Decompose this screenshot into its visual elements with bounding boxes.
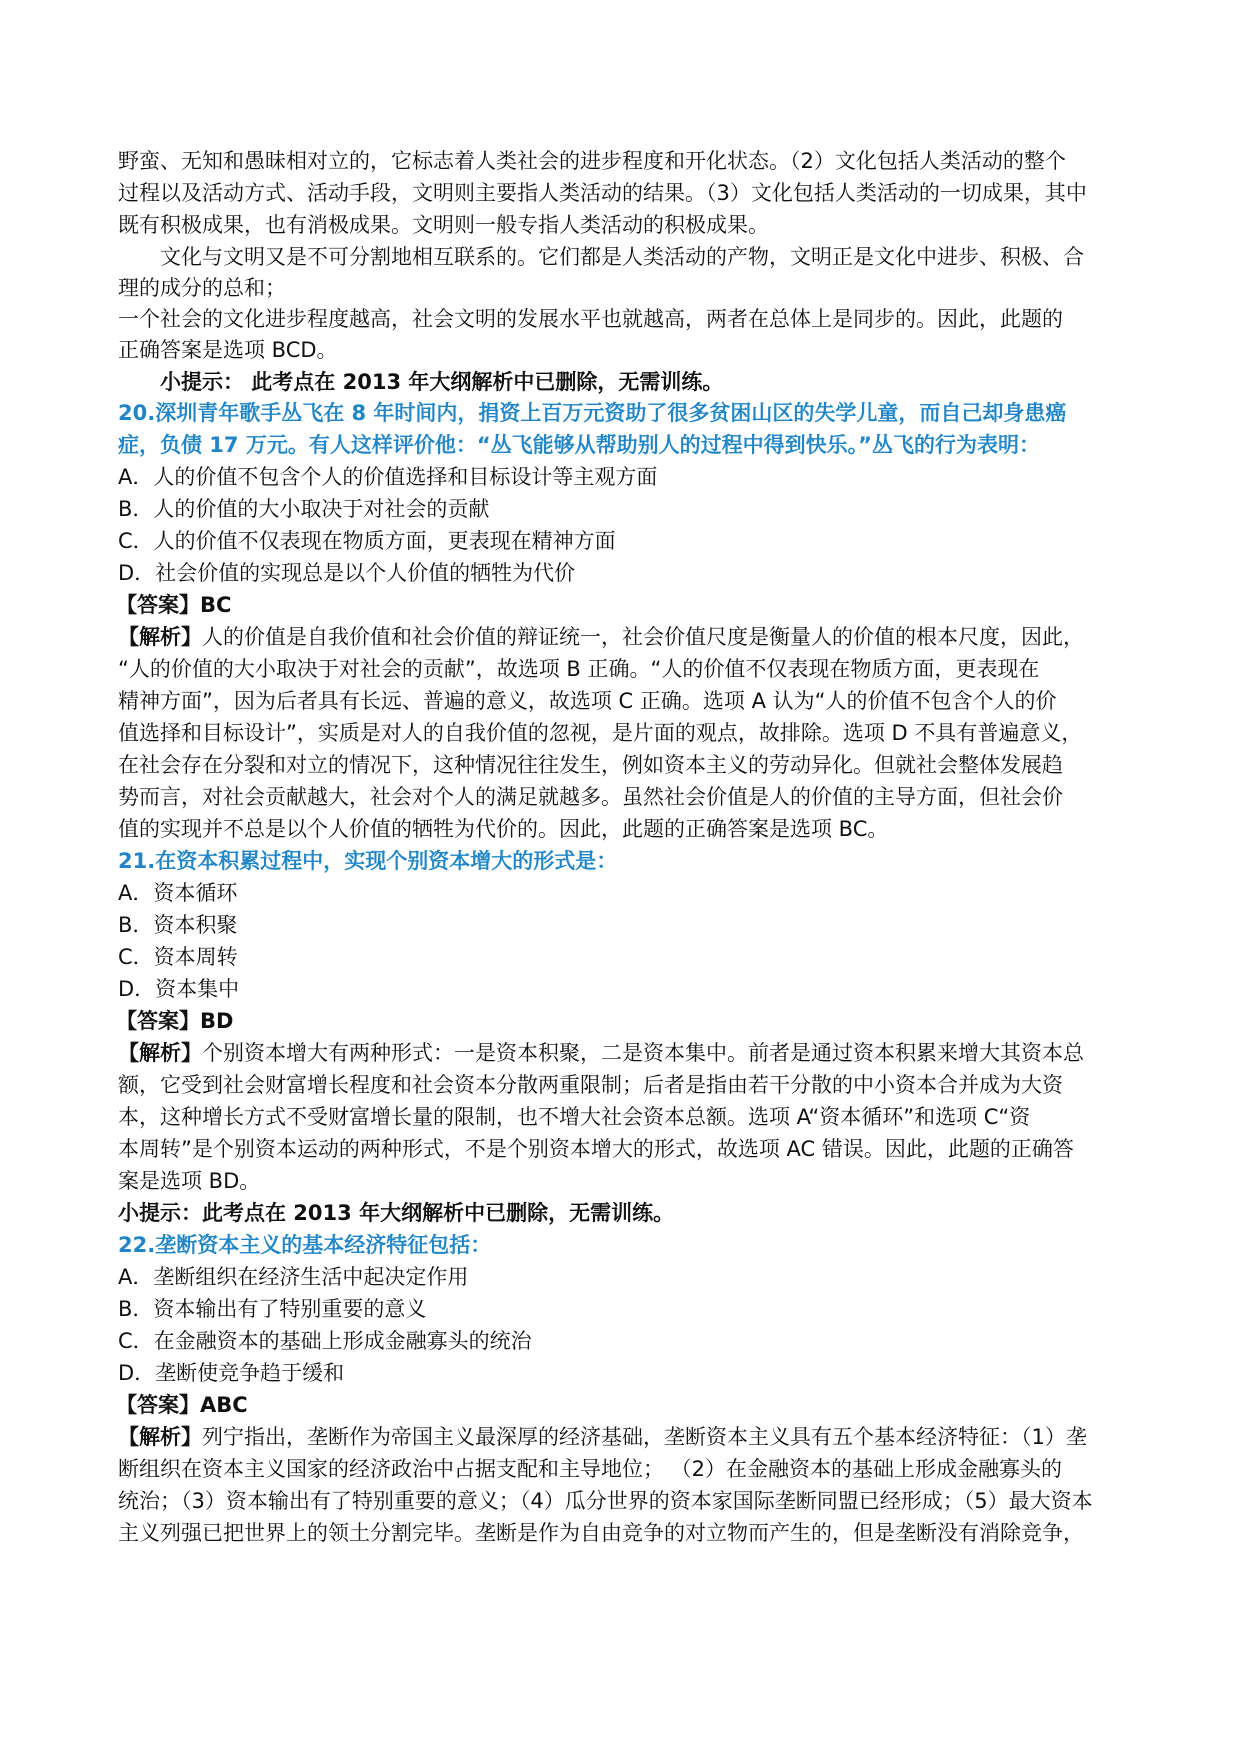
question-title: 症，负债 17 万元。有人这样评价他：“丛飞能够从帮助别人的过程中得到快乐。”丛飞的行为表明： bbox=[118, 433, 1040, 457]
option-c: C．人的价值不仅表现在物质方面，更表现在精神方面 bbox=[118, 529, 616, 553]
option-a: A．垄断组织在经济生活中起决定作用 bbox=[118, 1265, 469, 1289]
analysis-label: 【解析】 bbox=[118, 1425, 202, 1449]
tip-note: 小提示：此考点在 2013 年大纲解析中已删除，无需训练。 bbox=[118, 1201, 675, 1225]
answer: 【答案】BD bbox=[116, 1009, 234, 1033]
analysis-line bbox=[118, 620, 1128, 654]
analysis-line: 本，这种增长方式不受财富增长量的限制，也不增大社会资本总额。选项 A“资本循环”和选项 C“资 bbox=[118, 1105, 1031, 1129]
analysis-line: 统治；（3）资本输出有了特别重要的意义；（4）瓜分世界的资本家国际垄断同盟已经形成；（5）最大资本 bbox=[118, 1489, 1093, 1513]
option-a: A．人的价值不包含个人的价值选择和目标设计等主观方面 bbox=[118, 465, 658, 489]
analysis-line: 值选择和目标设计”，实质是对人的自我价值的忽视，是片面的观点，故排除。选项 D 不具有普遍意义， bbox=[118, 721, 1083, 745]
analysis-line: 案是选项 BD。 bbox=[118, 1169, 261, 1193]
analysis-line: 势而言，对社会贡献越大，社会对个人的满足就越多。虽然社会价值是人的价值的主导方面，但社会价 bbox=[118, 785, 1063, 809]
body-text-line: 野蛮、无知和愚昧相对立的，它标志着人类社会的进步程度和开化状态。（2）文化包括人类活动的整个 bbox=[118, 149, 1066, 173]
analysis-line: 主义列强已把世界上的领土分割完毕。垄断是作为自由竞争的对立物而产生的，但是垄断没有消除竞争， bbox=[118, 1521, 1084, 1545]
option-c: C．在金融资本的基础上形成金融寡头的统治 bbox=[118, 1329, 532, 1353]
answer: 【答案】ABC bbox=[116, 1393, 248, 1417]
option-d: D．社会价值的实现总是以个人价值的牺牲为代价 bbox=[118, 561, 576, 585]
question-title: 22.垄断资本主义的基本经济特征包括： bbox=[118, 1233, 492, 1257]
option-b: B．资本输出有了特别重要的意义 bbox=[118, 1297, 427, 1321]
tip-note: 小提示： 此考点在 2013 年大纲解析中已删除，无需训练。 bbox=[160, 370, 724, 394]
option-d: D．垄断使竞争趋于缓和 bbox=[118, 1361, 345, 1385]
option-b: B．人的价值的大小取决于对社会的贡献 bbox=[118, 497, 490, 521]
analysis-line: 断组织在资本主义国家的经济政治中占据支配和主导地位； （2）在金融资本的基础上形成金融寡头的 bbox=[118, 1457, 1063, 1481]
analysis-label: 【解析】 bbox=[118, 1041, 202, 1065]
analysis-line bbox=[118, 1036, 1128, 1070]
analysis-text: 人的价值是自我价值和社会价值的辩证统一，社会价值尺度是衡量人的价值的根本尺度，因此， bbox=[202, 625, 1084, 649]
option-d: D．资本集中 bbox=[118, 977, 240, 1001]
analysis-text: 个别资本增大有两种形式：一是资本积聚，二是资本集中。前者是通过资本积累来增大其资本总 bbox=[202, 1041, 1084, 1065]
body-text-line: 既有积极成果，也有消极成果。文明则一般专指人类活动的积极成果。 bbox=[118, 213, 769, 237]
body-text-line: 文化与文明又是不可分割地相互联系的。它们都是人类活动的产物，文明正是文化中进步、积极、合 bbox=[160, 245, 1084, 269]
body-text-line: 一个社会的文化进步程度越高，社会文明的发展水平也就越高，两者在总体上是同步的。因此，此题的 bbox=[118, 307, 1063, 331]
analysis-line: 值的实现并不总是以个人价值的牺牲为代价的。因此，此题的正确答案是选项 BC。 bbox=[118, 817, 889, 841]
analysis-line bbox=[118, 1420, 1128, 1454]
question-title: 21.在资本积累过程中，实现个别资本增大的形式是： bbox=[118, 849, 618, 873]
option-c: C．资本周转 bbox=[118, 945, 238, 969]
analysis-text: 列宁指出，垄断作为帝国主义最深厚的经济基础，垄断资本主义具有五个基本经济特征：（1）垄 bbox=[202, 1425, 1087, 1449]
body-text-line: 正确答案是选项 BCD。 bbox=[118, 338, 338, 362]
analysis-line: 在社会存在分裂和对立的情况下，这种情况往往发生，例如资本主义的劳动异化。但就社会整体发展趋 bbox=[118, 753, 1063, 777]
analysis-line: 精神方面”，因为后者具有长远、普遍的意义，故选项 C 正确。选项 A 认为“人的价值不包含个人的价 bbox=[118, 689, 1057, 713]
analysis-label: 【解析】 bbox=[118, 625, 202, 649]
body-text-line: 理的成分的总和； bbox=[118, 276, 286, 300]
body-text-line: 过程以及活动方式、活动手段，文明则主要指人类活动的结果。（3）文化包括人类活动的一切成果，其中 bbox=[118, 181, 1087, 205]
analysis-line: “人的价值的大小取决于对社会的贡献”，故选项 B 正确。“人的价值不仅表现在物质方面，更表现在 bbox=[118, 657, 1040, 681]
question-title: 20.深圳青年歌手丛飞在 8 年时间内，捐资上百万元资助了很多贫困山区的失学儿童，而自己却身患癌 bbox=[118, 401, 1067, 425]
option-b: B．资本积聚 bbox=[118, 913, 238, 937]
option-a: A．资本循环 bbox=[118, 881, 238, 905]
analysis-line: 本周转”是个别资本运动的两种形式，不是个别资本增大的形式，故选项 AC 错误。因此，此题的正确答 bbox=[118, 1137, 1074, 1161]
answer: 【答案】BC bbox=[116, 593, 232, 617]
analysis-line: 额，它受到社会财富增长程度和社会资本分散两重限制；后者是指由若干分散的中小资本合并成为大资 bbox=[118, 1073, 1063, 1097]
